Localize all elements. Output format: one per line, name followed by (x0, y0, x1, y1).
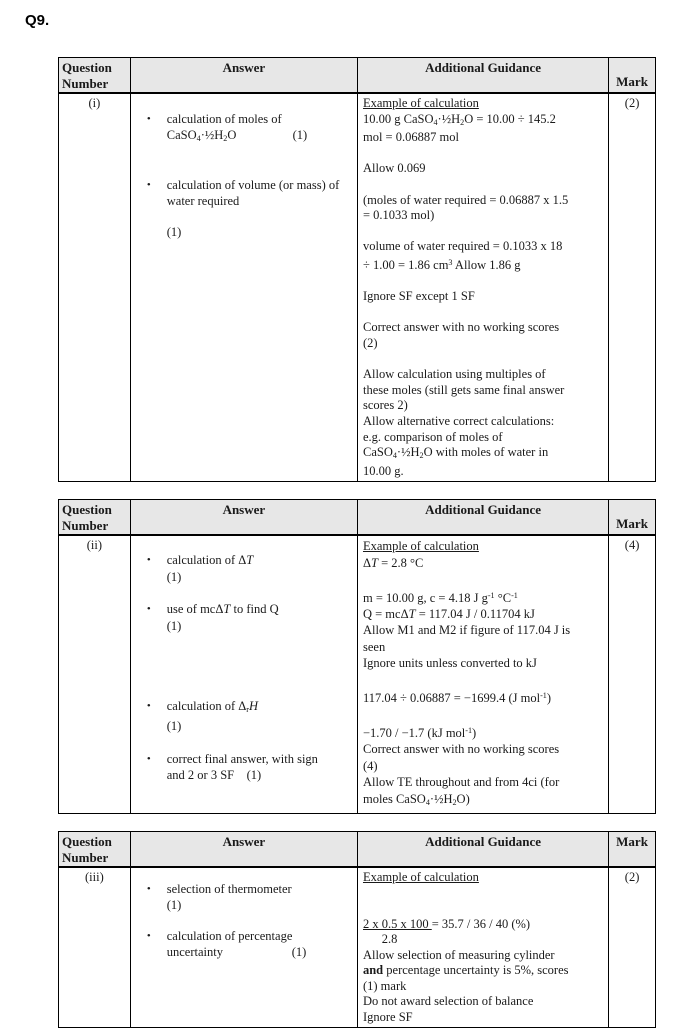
text-run: 4 (196, 133, 201, 143)
text-run: calculation of volume (or mass) of (166, 178, 340, 193)
guidance-line (363, 161, 603, 177)
guidance-line (363, 430, 603, 446)
text-run: 4 (392, 451, 397, 461)
answer-item-text (167, 178, 355, 209)
guidance-line (363, 96, 603, 112)
text-run: moles CaSO (362, 791, 426, 806)
text-run: mol = 0.06887 mol (362, 130, 459, 145)
table-body-row (59, 536, 655, 813)
question-number-cell: (ii) (59, 536, 131, 813)
answer-line (167, 225, 355, 241)
table-header-row (59, 58, 655, 94)
text-run: Allow 1.86 g (452, 258, 521, 273)
text-run: T (371, 555, 378, 570)
guidance-line (363, 622, 603, 638)
answer-line (167, 178, 355, 194)
guidance-line (363, 177, 603, 193)
answer-item-text (167, 698, 355, 735)
bullet-icon: • (146, 930, 151, 943)
text-run: Ignore units unless converted to kJ (362, 656, 537, 671)
guidance-cell (358, 94, 609, 481)
answer-line (167, 945, 355, 961)
answer-cell (131, 94, 358, 481)
guidance-line (363, 688, 603, 706)
text-run: = 0.1033 mol) (362, 208, 435, 223)
text-run: CaSO (362, 445, 393, 460)
text-run: ÷ 1.00 = 1.86 cm (362, 258, 449, 273)
text-run: (moles of water required = 0.06887 x 1.5 (362, 192, 569, 207)
answer-line (167, 898, 355, 914)
guidance-line (363, 383, 603, 399)
text-run: −1.70 / −1.7 (kJ mol (362, 725, 466, 740)
bullet-icon: • (146, 179, 151, 192)
text-run: (4) (362, 758, 378, 773)
guidance-line (363, 639, 603, 655)
text-run: 2 x 0.5 x 100 (362, 916, 432, 931)
column-header-guidance: Additional Guidance (358, 832, 609, 866)
text-run: (1) (166, 569, 182, 584)
column-header-qnum: Question Number (59, 832, 131, 866)
text-run: and (362, 963, 384, 978)
text-run: ·½H (200, 127, 224, 142)
text-run: and 2 or 3 SF (1) (166, 768, 262, 783)
text-run: = 117.04 J / 0.11704 kJ (415, 607, 535, 622)
text-run: ·½H (396, 445, 420, 460)
table-body-row (59, 94, 655, 481)
answer-item-text (167, 751, 355, 784)
answer-item (131, 601, 355, 634)
bullet-icon: • (146, 752, 151, 765)
answer-item-text (167, 552, 355, 585)
answer-line (167, 128, 355, 147)
text-run: water required (166, 193, 240, 208)
text-run: calculation of Δ (166, 699, 247, 713)
text-run: (1) mark (362, 978, 407, 993)
guidance-line (363, 336, 603, 352)
text-run: Ignore SF except 1 SF (362, 289, 475, 304)
text-run: CaSO (166, 127, 197, 142)
answer-line (167, 112, 355, 128)
guidance-line (363, 130, 603, 146)
answer-item-text (167, 225, 355, 241)
mark-scheme-table (58, 831, 656, 1028)
column-header-answer: Answer (131, 500, 358, 534)
guidance-line (363, 538, 603, 554)
column-header-answer: Answer (131, 832, 358, 866)
guidance-line (363, 588, 603, 606)
answer-line (167, 618, 355, 634)
answer-item (131, 698, 355, 735)
text-run: 10.00 g CaSO (362, 111, 434, 126)
guidance-cell (358, 868, 609, 1027)
column-header-guidance: Additional Guidance (358, 58, 609, 92)
text-run: e.g. comparison of moles of (362, 429, 503, 444)
text-run: Ignore SF (362, 1009, 413, 1024)
guidance-line (363, 1010, 603, 1026)
text-run: Correct answer with no working scores (362, 742, 560, 757)
guidance-line (363, 870, 603, 886)
guidance-line (363, 901, 603, 917)
text-run: correct final answer, with sign (166, 751, 318, 766)
guidance-line (363, 655, 603, 671)
text-run: (1) (166, 719, 182, 734)
answer-line (167, 552, 355, 568)
text-run: ) (472, 725, 477, 740)
text-run: Example of calculation (362, 539, 479, 554)
guidance-line (363, 707, 603, 723)
text-run: ·½H (437, 111, 461, 126)
answer-item (131, 751, 355, 784)
text-run: Allow M1 and M2 if figure of 117.04 J is (362, 623, 571, 638)
column-header-answer: Answer (131, 58, 358, 92)
text-run: (1) (166, 225, 182, 240)
text-run: O) (456, 791, 470, 806)
text-run: calculation of moles of (166, 112, 282, 126)
guidance-line (363, 352, 603, 368)
bullet-icon: • (146, 700, 151, 712)
text-run: (1) (166, 897, 182, 912)
text-run: -1 (465, 725, 473, 735)
text-run: -1 (511, 590, 518, 600)
text-run: °C (494, 590, 512, 605)
column-header-mark: Mark (616, 74, 648, 89)
guidance-line (363, 445, 603, 464)
text-run: to find Q (230, 602, 279, 617)
text-run: Allow TE throughout and from 4ci (for (362, 775, 560, 790)
guidance-line (363, 146, 603, 162)
text-run: T (408, 607, 416, 622)
text-run: 2 (460, 117, 465, 127)
column-header-qnum: Question Number (59, 58, 131, 92)
answer-line (167, 718, 355, 734)
guidance-line (363, 606, 603, 622)
table-header-row (59, 832, 655, 868)
table-header-row (59, 500, 655, 536)
guidance-line (363, 464, 603, 480)
text-run: use of mcΔ (166, 602, 224, 617)
text-run: Δ (362, 555, 372, 570)
guidance-line (363, 571, 603, 587)
answer-cell (131, 868, 358, 1027)
answer-line (167, 767, 355, 783)
table-body-row (59, 868, 655, 1027)
guidance-line (363, 398, 603, 414)
question-label: Q9. (25, 12, 50, 29)
mark-cell: (4) (624, 538, 640, 553)
text-run: Allow selection of measuring cylinder (362, 947, 555, 962)
guidance-line (363, 758, 603, 774)
guidance-line (363, 723, 603, 741)
guidance-line (363, 791, 603, 811)
answer-line (167, 751, 355, 767)
text-run: 2.8 (362, 932, 398, 947)
text-run: O with moles of water in (423, 445, 549, 460)
text-run: = 2.8 °C (377, 555, 424, 570)
guidance-line (363, 193, 603, 209)
text-run: these moles (still gets same final answer (362, 382, 565, 397)
bullet-icon: • (146, 113, 151, 125)
column-header-qnum: Question Number (59, 500, 131, 534)
guidance-line (363, 305, 603, 321)
guidance-line (363, 289, 603, 305)
answer-line (167, 929, 355, 945)
answer-item (131, 112, 355, 146)
answer-item (131, 552, 355, 585)
column-header-guidance: Additional Guidance (358, 500, 609, 534)
guidance-line (363, 932, 603, 948)
answer-item-text (167, 112, 355, 146)
answer-item (131, 882, 355, 913)
text-run: H (249, 699, 259, 713)
text-run: Q = mcΔ (362, 607, 409, 622)
guidance-line (363, 917, 603, 933)
text-run: ·½H (429, 791, 453, 806)
text-run: -1 (540, 691, 547, 701)
guidance-line (363, 948, 603, 964)
mark-cell: (2) (624, 96, 640, 110)
answer-item (131, 929, 355, 960)
guidance-line (363, 367, 603, 383)
text-run: O (1) (227, 127, 308, 142)
guidance-line (363, 994, 603, 1010)
guidance-line (363, 274, 603, 290)
tables-container (0, 57, 688, 1028)
answer-line (167, 698, 355, 718)
text-run: Allow calculation using multiples of (362, 367, 546, 382)
answer-item (131, 225, 355, 241)
bullet-icon (131, 225, 167, 241)
answer-line (167, 601, 355, 617)
guidance-line (363, 414, 603, 430)
guidance-line (363, 774, 603, 790)
text-run: 117.04 ÷ 0.06887 = −1699.4 (J mol (362, 691, 541, 706)
text-run: 4 (425, 797, 430, 807)
text-run: calculation of percentage (166, 929, 293, 944)
text-run: 2 (223, 133, 228, 143)
guidance-line (363, 886, 603, 902)
text-run: Example of calculation (362, 96, 479, 110)
text-run: uncertainty (1) (166, 944, 307, 959)
answer-line (167, 194, 355, 210)
guidance-line (363, 112, 603, 131)
text-run: seen (362, 639, 386, 654)
text-run: Do not award selection of balance (362, 994, 534, 1009)
text-run: O = 10.00 ÷ 145.2 (464, 111, 556, 126)
text-run: -1 (487, 590, 495, 600)
mark-scheme-table (58, 499, 656, 814)
text-run: Allow 0.069 (362, 161, 426, 176)
guidance-cell (358, 536, 609, 813)
text-run: m = 10.00 g, c = 4.18 J g (362, 590, 488, 605)
answer-item-text (167, 882, 355, 913)
text-run: 3 (448, 257, 453, 267)
text-run: T (223, 602, 231, 617)
question-number-cell: (i) (59, 94, 131, 481)
text-run: 10.00 g. (362, 463, 404, 478)
guidance-line (363, 208, 603, 224)
guidance-line (363, 224, 603, 240)
answer-line (167, 882, 355, 898)
guidance-line (363, 255, 603, 274)
text-run: Example of calculation (362, 870, 479, 885)
text-run: percentage uncertainty is 5%, scores (383, 963, 569, 978)
bullet-icon: • (146, 883, 151, 896)
answer-cell (131, 536, 358, 813)
guidance-line (363, 741, 603, 757)
answer-item-text (167, 929, 355, 960)
mark-cell: (2) (624, 870, 640, 885)
guidance-line (363, 963, 603, 979)
text-run: 2 (452, 797, 457, 807)
guidance-line (363, 555, 603, 571)
guidance-line (363, 239, 603, 255)
column-header-mark: Mark (616, 834, 648, 850)
text-run: volume of water required = 0.1033 x 18 (362, 239, 563, 254)
text-run: = 35.7 / 36 / 40 (%) (431, 916, 531, 931)
text-run: scores 2) (362, 398, 408, 413)
answer-line (167, 569, 355, 585)
text-run: r (246, 705, 249, 715)
answer-item-text (167, 601, 355, 634)
bullet-icon: • (146, 554, 151, 567)
text-run: Allow alternative correct calculations: (362, 413, 555, 428)
guidance-line (363, 672, 603, 688)
text-run: T (246, 553, 254, 568)
text-run: selection of thermometer (166, 882, 292, 897)
column-header-mark: Mark (616, 516, 648, 532)
text-run: 2 (419, 451, 424, 461)
text-run: ) (546, 691, 552, 706)
text-run: (2) (362, 336, 378, 350)
guidance-line (363, 979, 603, 995)
text-run: 4 (433, 117, 438, 127)
text-run: calculation of Δ (166, 553, 247, 568)
bullet-icon: • (146, 603, 151, 616)
text-run: (1) (166, 618, 182, 633)
answer-item (131, 178, 355, 209)
question-number-cell: (iii) (59, 868, 131, 1027)
text-run: Correct answer with no working scores (362, 320, 560, 335)
guidance-line (363, 320, 603, 336)
mark-scheme-table (58, 57, 656, 482)
